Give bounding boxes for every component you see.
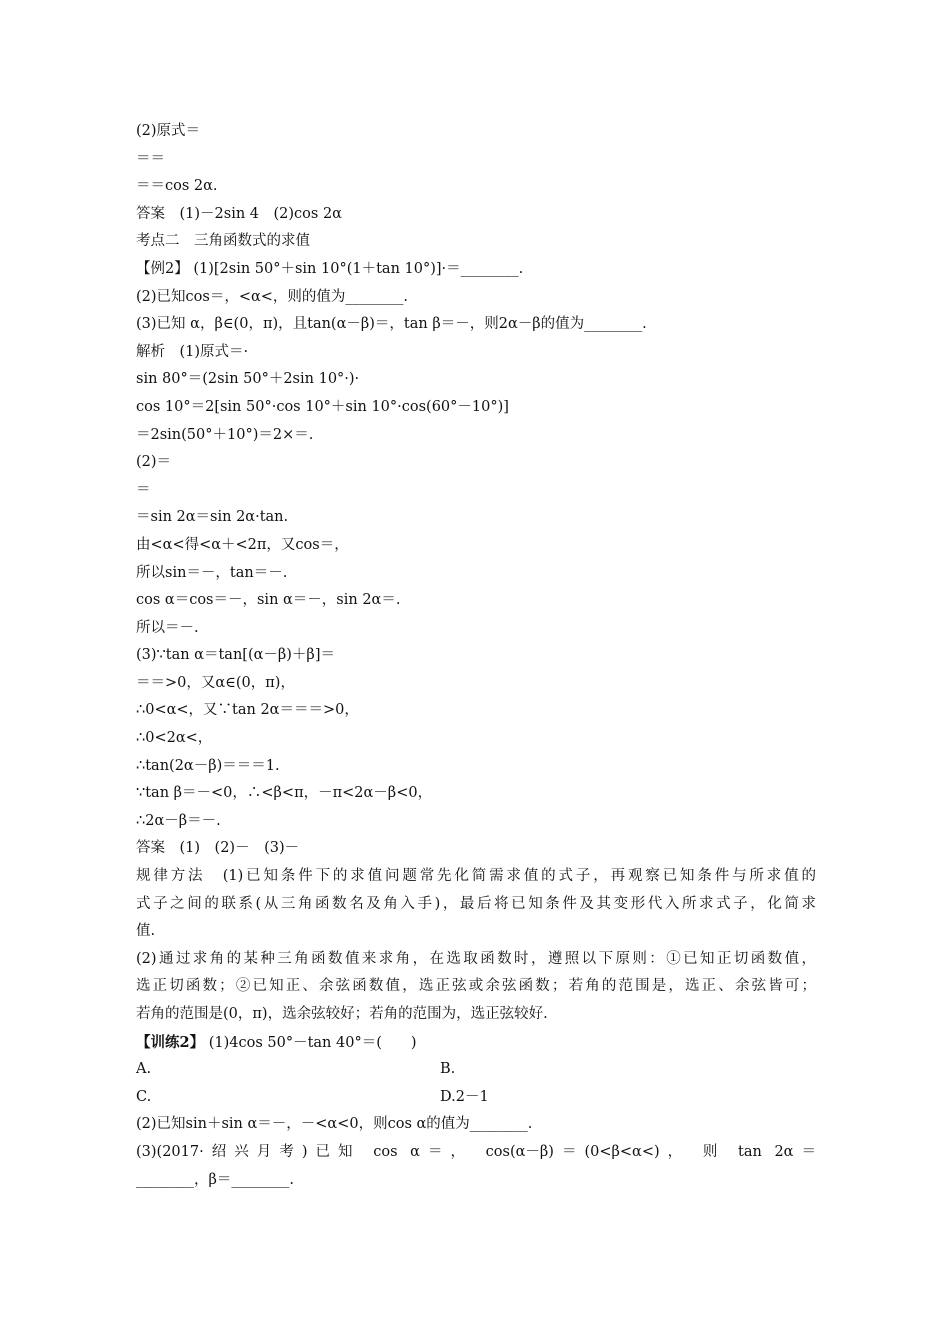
text-line: 若角的范围是(0，π)，选余弦较好；若角的范围为，选正弦较好. (136, 1006, 548, 1022)
training-question-2: (2)已知sin＋sin α＝－，－<α<0，则cos α的值为________. (136, 1116, 533, 1133)
training-question-3-blanks: ________，β＝________. (136, 1171, 294, 1188)
option-c[interactable]: C. (136, 1088, 152, 1105)
text-line: (2)＝ (136, 454, 172, 471)
section-heading: 考点二 三角函数式的求值 (136, 233, 310, 250)
options-row-1 (136, 1056, 816, 1084)
example-question-3: (3)已知 α，β∈(0，π)，且tan(α－β)＝，tan β＝－，则2α－β的值为________. (136, 316, 647, 333)
training-question-1 (136, 1029, 816, 1057)
text-line: ＝＝>0，又α∈(0，π)， (136, 674, 295, 691)
text-line: ∴0<α<，又∵tan 2α＝＝＝>0， (136, 702, 359, 719)
text-line: 所以＝－. (136, 619, 199, 636)
text-line: 由<α<得<α＋<2π，又cos＝， (136, 536, 349, 553)
text-line: ＝sin 2α＝sin 2α·tan. (136, 509, 289, 526)
text-line: ∴tan(2α－β)＝＝＝1. (136, 757, 280, 774)
text-line: ＝＝cos 2α. (136, 178, 218, 195)
method-paragraph-1 (136, 863, 816, 946)
text-line: ∴2α－β＝－. (136, 812, 221, 829)
text-line: 选正切函数；②已知正、余弦函数值，选正弦或余弦函数；若角的范围是，选正、余弦皆可； (136, 978, 816, 995)
text-line: cos 10°＝2[sin 50°·cos 10°＋sin 10°·cos(60°－10°)] (136, 398, 509, 415)
method-paragraph-2 (136, 946, 816, 1029)
document-page (136, 118, 816, 1194)
text-line: ＝2sin(50°＋10°)＝2×＝. (136, 426, 314, 443)
answer-line: 答案 (1)－2sin 4 (2)cos 2α (136, 205, 342, 222)
options-row-2 (136, 1084, 816, 1112)
text-line: ＝＝ (136, 150, 165, 167)
text-line: (2)通过求角的某种三角函数值来求角，在选取函数时，遵照以下原则：①已知正切函数值， (136, 950, 816, 967)
option-b[interactable]: B. (440, 1061, 456, 1078)
analysis-line: 解析 (1)原式＝· (136, 343, 249, 360)
training-question-1-text: (1)4cos 50°－tan 40°＝( ) (204, 1034, 417, 1051)
solution-body (136, 118, 816, 863)
text-line: cos α＝cos＝－，sin α＝－，sin 2α＝. (136, 592, 401, 609)
training-question-3: (3)(2017·绍兴月考)已知 cos α＝， cos(α－β)＝(0<β<α<)， 则 tan 2α＝ (136, 1143, 816, 1160)
text-line: (2)原式＝ (136, 123, 201, 139)
text-line: ∵tan β＝－<0，∴<β<π，－π<2α－β<0， (136, 785, 433, 802)
text-line: 式子之间的联系(从三角函数名及角入手)，最后将已知条件及其变形代入所求式子，化简求 (136, 895, 816, 912)
example-question-1: 【例2】 (1)[2sin 50°＋sin 10°(1＋tan 10°)]·＝________. (136, 260, 524, 277)
text-line: 值. (136, 923, 156, 940)
example-question-2: (2)已知cos＝，<α<，则的值为________. (136, 288, 409, 305)
text-line: ∴0<2α<， (136, 730, 213, 747)
text-line: (3)∵tan α＝tan[(α－β)＋β]＝ (136, 647, 335, 664)
option-a[interactable]: A. (136, 1061, 152, 1078)
text-line: 所以sin＝－，tan＝－. (136, 564, 288, 581)
text-line: 规律方法 (1)已知条件下的求值问题常先化简需求值的式子，再观察已知条件与所求值的 (136, 868, 816, 885)
option-d[interactable]: D.2－1 (440, 1088, 489, 1105)
text-line: sin 80°＝(2sin 50°＋2sin 10°·)· (136, 371, 360, 388)
text-line: ＝ (136, 481, 151, 498)
answer-line: 答案 (1) (2)－ (3)－ (136, 840, 300, 857)
training-title: 【训练2】 (136, 1033, 205, 1051)
